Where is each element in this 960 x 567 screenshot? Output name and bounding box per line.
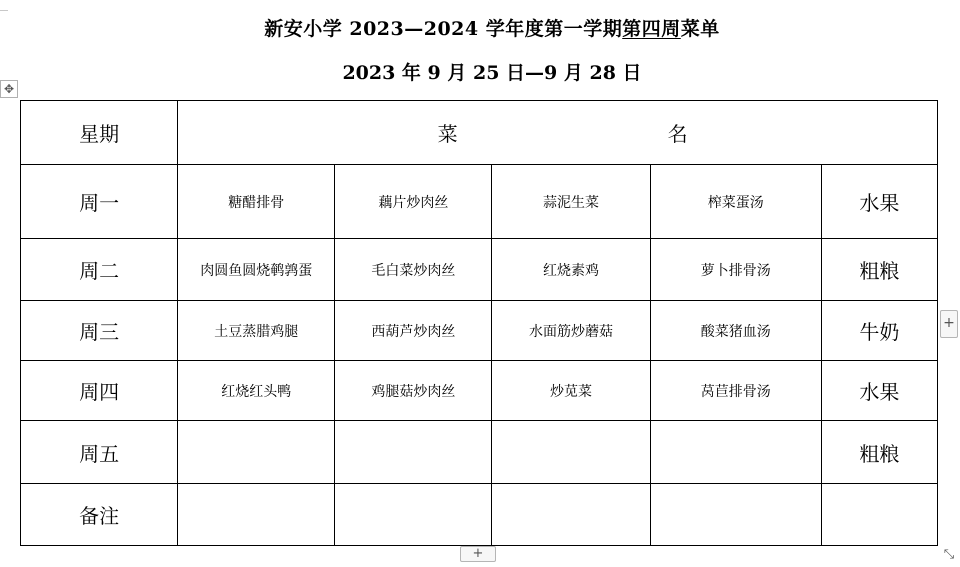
title-prefix: 新安小学 2023—2024 学年度第一学期	[264, 18, 623, 40]
day-cell[interactable]: 备注	[21, 484, 178, 546]
extra-cell[interactable]: 粗粮	[821, 421, 937, 484]
extra-cell[interactable]: 牛奶	[821, 301, 937, 361]
dish-cell[interactable]: 蒜泥生菜	[492, 165, 650, 239]
dish-cell[interactable]: 肉圆鱼圆烧鹌鹑蛋	[178, 239, 335, 301]
day-cell[interactable]: 周四	[21, 361, 178, 421]
table-row	[21, 484, 938, 546]
dish-cell[interactable]: 榨菜蛋汤	[650, 165, 821, 239]
dish-cell[interactable]	[492, 421, 650, 484]
header-dish-cell[interactable]	[178, 101, 938, 165]
dish-cell[interactable]: 酸菜猪血汤	[650, 301, 821, 361]
dish-cell[interactable]	[650, 484, 821, 546]
dish-cell[interactable]: 莴苣排骨汤	[650, 361, 821, 421]
header-day-cell[interactable]: 星期	[21, 101, 178, 165]
dish-cell[interactable]	[650, 421, 821, 484]
table-row	[21, 361, 938, 421]
dish-cell[interactable]: 西葫芦炒肉丝	[335, 301, 492, 361]
title-suffix: 菜单	[680, 18, 720, 40]
plus-icon: +	[472, 546, 484, 561]
add-row-button[interactable]	[460, 546, 496, 562]
dish-cell[interactable]	[178, 421, 335, 484]
table-move-handle[interactable]	[0, 80, 18, 98]
dish-cell[interactable]: 藕片炒肉丝	[335, 165, 492, 239]
dish-cell[interactable]: 土豆蒸腊鸡腿	[178, 301, 335, 361]
day-cell[interactable]: 周五	[21, 421, 178, 484]
menu-date-range: 2023 年 9 月 25 日—9 月 28 日	[342, 62, 642, 84]
extra-cell[interactable]	[821, 484, 937, 546]
header-dish-char2: 名	[667, 122, 688, 146]
table-header-row	[21, 101, 938, 165]
extra-cell[interactable]: 水果	[821, 165, 937, 239]
dish-cell[interactable]: 红烧红头鸭	[178, 361, 335, 421]
table-row	[21, 239, 938, 301]
table-row	[21, 165, 938, 239]
dish-cell[interactable]	[178, 484, 335, 546]
day-cell[interactable]: 周二	[21, 239, 178, 301]
dish-cell[interactable]: 炒苋菜	[492, 361, 650, 421]
day-cell[interactable]: 周一	[21, 165, 178, 239]
dish-cell[interactable]: 水面筋炒蘑菇	[492, 301, 650, 361]
page-corner-mark	[0, 0, 8, 11]
dish-cell[interactable]: 红烧素鸡	[492, 239, 650, 301]
dish-cell[interactable]: 毛白菜炒肉丝	[335, 239, 492, 301]
resize-icon: ⤡	[943, 547, 955, 562]
menu-table	[20, 100, 938, 546]
table-row	[21, 301, 938, 361]
extra-cell[interactable]: 粗粮	[821, 239, 937, 301]
plus-icon: +	[943, 315, 955, 331]
extra-cell[interactable]: 水果	[821, 361, 937, 421]
day-cell[interactable]: 周三	[21, 301, 178, 361]
dish-cell[interactable]	[335, 484, 492, 546]
table-resize-handle[interactable]	[940, 546, 958, 564]
dish-cell[interactable]: 鸡腿菇炒肉丝	[335, 361, 492, 421]
table-row	[21, 421, 938, 484]
menu-title	[0, 14, 960, 41]
move-icon: ✥	[3, 82, 15, 96]
header-dish-char1: 菜	[437, 122, 458, 146]
dish-cell[interactable]	[335, 421, 492, 484]
add-column-button[interactable]	[940, 310, 958, 338]
title-week: 第四周	[622, 18, 681, 40]
dish-cell[interactable]: 萝卜排骨汤	[650, 239, 821, 301]
dish-cell[interactable]: 糖醋排骨	[178, 165, 335, 239]
dish-cell[interactable]	[492, 484, 650, 546]
